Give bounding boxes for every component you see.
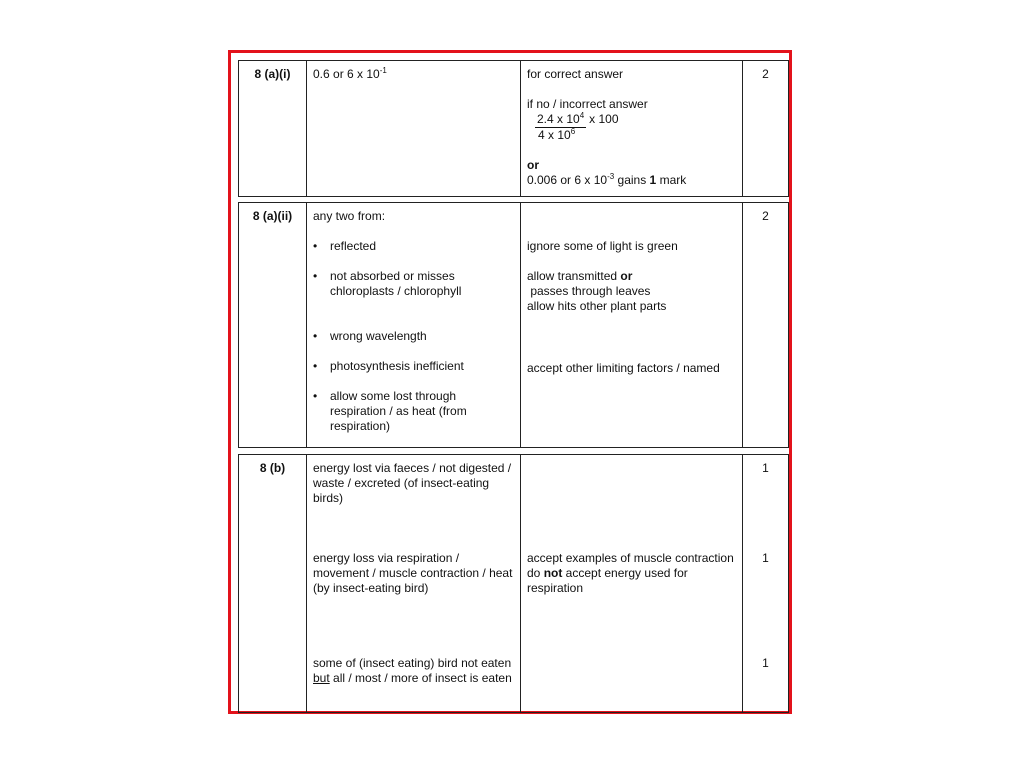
guidance-line: accept other limiting factors / named [527,361,720,375]
marks-cell [743,455,789,713]
marks-cell: 2 [743,203,789,448]
list-item: • photosynthesis inefficient [313,359,464,373]
question-number: 8 (a)(i) [239,61,307,197]
answer-cell [307,203,521,448]
alternative-answer: 0.006 or 6 x $10^{-3}$ gains 1 mark [527,172,687,187]
answer-cell [307,455,521,713]
guidance-cell [521,61,743,197]
mark-scheme-table-8ai [238,60,789,197]
fraction-multiplier: x 100 [589,112,619,126]
answer-text: energy lost via faeces / not digested / waste / excreted (of insect-eating birds) [313,461,512,505]
answer-text: 0.6 or 6 x 10 [313,67,380,81]
guidance-cell [521,455,743,713]
guidance-line: if no / incorrect answer [527,97,648,111]
table-row [239,203,789,448]
guidance-line: for correct answer [527,67,624,81]
guidance-cell [521,203,743,448]
list-item: • not absorbed or misses chloroplasts / chlorophyll [313,269,462,298]
guidance-line: do not accept energy used for respiration [527,566,692,595]
answer-intro: any two from: [313,209,386,223]
mark-value: 1 [762,656,769,670]
or-label: or [527,158,539,172]
table-row [239,455,789,713]
answer-exponent: -1 [379,66,387,75]
list-item: • wrong wavelength [313,329,427,343]
marks-cell: 2 [743,61,789,197]
guidance-line: ignore some of light is green [527,239,678,253]
guidance-line: accept examples of muscle contraction [527,551,734,565]
answer-cell [307,61,521,197]
mark-value: 1 [762,461,769,475]
list-item: • allow some lost through respiration / as heat (from respiration) [313,389,467,433]
fraction-numerator: 2.4 x $10^4$ [537,111,585,126]
list-item: • reflected [313,239,377,253]
answer-text: energy loss via respiration / movement / muscle contraction / heat (by insect-eating bird) [313,551,513,595]
fraction [535,112,619,143]
guidance-line: allow transmitted or passes through leaves [527,269,651,298]
question-number: 8 (b) [239,455,307,713]
answer-text: some of (insect eating) bird not eaten but all / most / more of insect is eaten [313,656,515,685]
fraction-denominator: 4 x $10^6$ [538,127,576,142]
table-row [239,61,789,197]
guidance-line: allow hits other plant parts [527,299,667,313]
mark-scheme-table-8b [238,454,789,713]
question-number: 8 (a)(ii) [239,203,307,448]
mark-scheme-table-8aii [238,202,789,448]
mark-value: 1 [762,551,769,565]
